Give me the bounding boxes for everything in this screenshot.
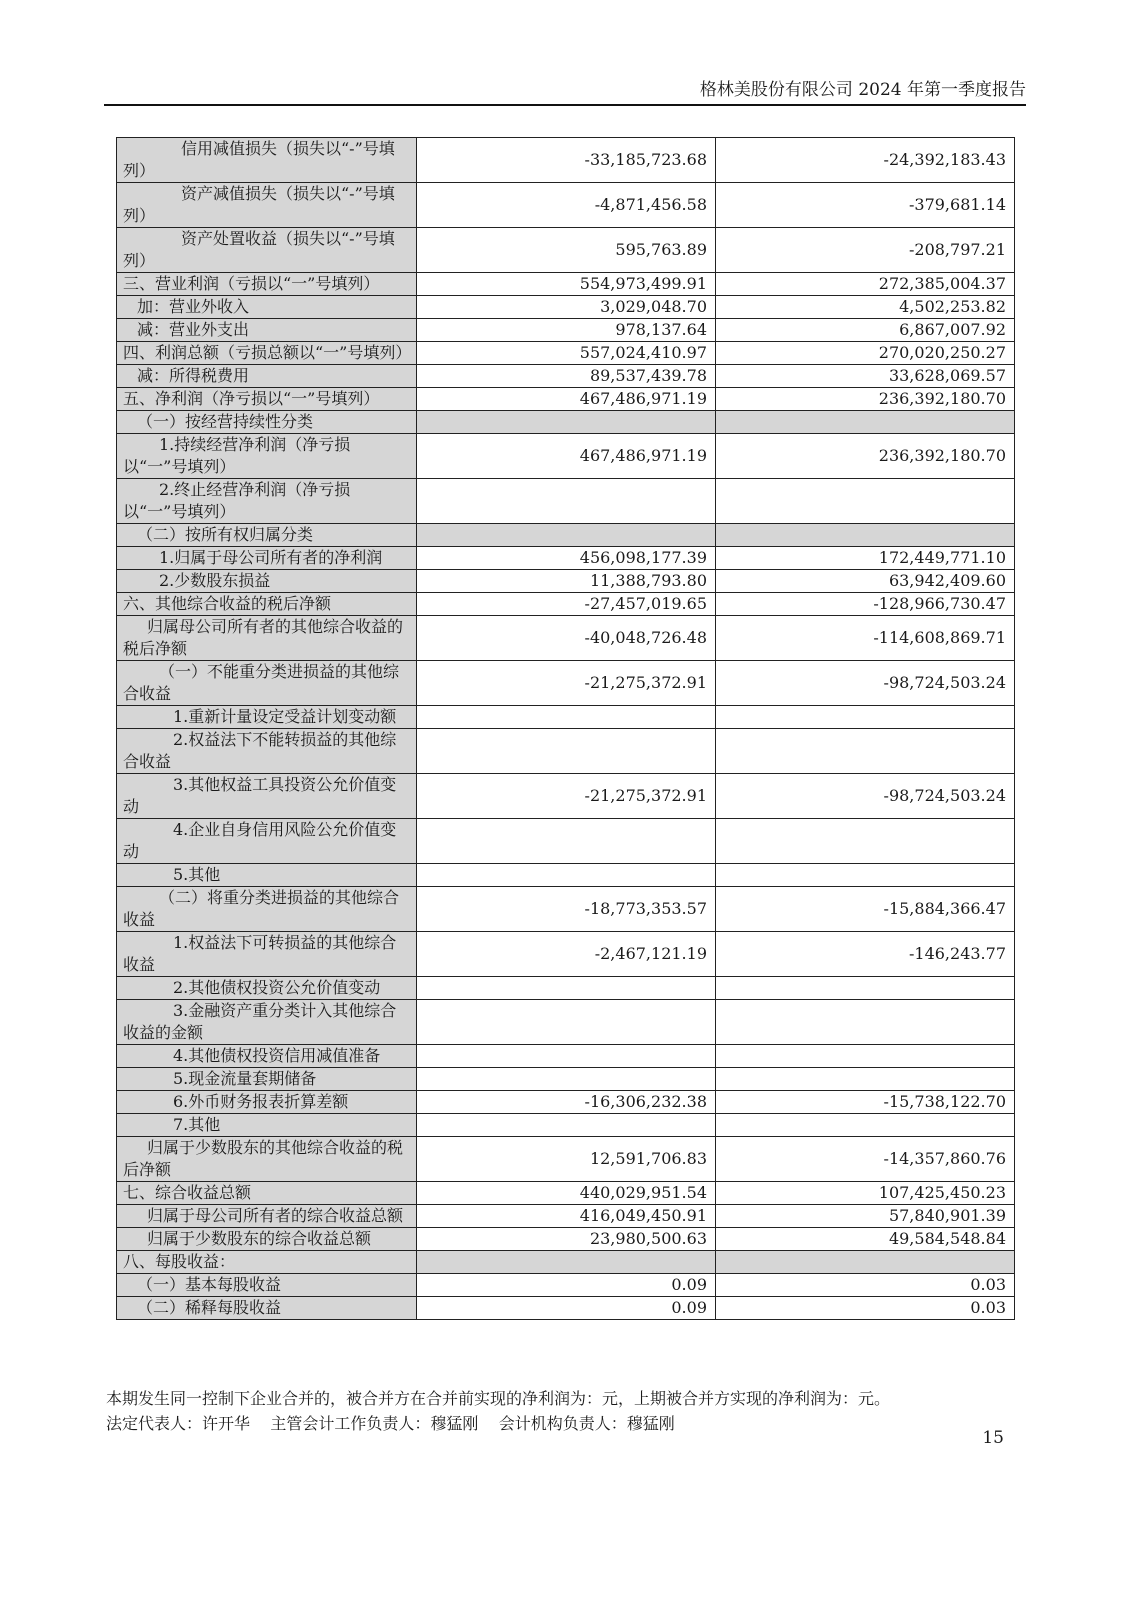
- row-label: 归属于少数股东的综合收益总额: [117, 1228, 417, 1251]
- prior-period-value: -146,243.77: [716, 932, 1015, 977]
- current-period-value: [417, 1114, 716, 1137]
- prior-period-value: [716, 1068, 1015, 1091]
- row-label: 7.其他: [117, 1114, 417, 1137]
- prior-period-value: 0.03: [716, 1297, 1015, 1320]
- row-label: 减：营业外支出: [117, 319, 417, 342]
- prior-period-value: 4,502,253.82: [716, 296, 1015, 319]
- current-period-value: [417, 729, 716, 774]
- prior-period-value: 172,449,771.10: [716, 547, 1015, 570]
- row-label: 2.权益法下不能转损益的其他综合收益: [117, 729, 417, 774]
- row-label: （二）按所有权归属分类: [117, 524, 417, 547]
- row-label: 六、其他综合收益的税后净额: [117, 593, 417, 616]
- row-label: 6.外币财务报表折算差额: [117, 1091, 417, 1114]
- row-label: 4.其他债权投资信用减值准备: [117, 1045, 417, 1068]
- table-row: [117, 729, 1015, 774]
- row-label: 减：所得税费用: [117, 365, 417, 388]
- prior-period-value: 270,020,250.27: [716, 342, 1015, 365]
- row-label: （一）不能重分类进损益的其他综合收益: [117, 661, 417, 706]
- prior-period-value: [716, 1251, 1015, 1274]
- footer-notes: [106, 1386, 1026, 1436]
- table-row: [117, 774, 1015, 819]
- row-label: 归属于少数股东的其他综合收益的税后净额: [117, 1137, 417, 1182]
- prior-period-value: -15,738,122.70: [716, 1091, 1015, 1114]
- row-label: 加：营业外收入: [117, 296, 417, 319]
- current-period-value: 440,029,951.54: [417, 1182, 716, 1205]
- table-row: [117, 1205, 1015, 1228]
- table-row: [117, 932, 1015, 977]
- current-period-value: 89,537,439.78: [417, 365, 716, 388]
- current-period-value: [417, 819, 716, 864]
- current-period-value: [417, 524, 716, 547]
- table-row: [117, 183, 1015, 228]
- prior-period-value: 236,392,180.70: [716, 434, 1015, 479]
- table-row: [117, 706, 1015, 729]
- current-period-value: [417, 977, 716, 1000]
- header-divider: [104, 104, 1026, 106]
- table-row: [117, 228, 1015, 273]
- table-row: [117, 434, 1015, 479]
- row-label: 资产减值损失（损失以“-”号填列）: [117, 183, 417, 228]
- prior-period-value: 49,584,548.84: [716, 1228, 1015, 1251]
- table-row: [117, 864, 1015, 887]
- prior-period-value: [716, 819, 1015, 864]
- table-row: [117, 1274, 1015, 1297]
- table-row: [117, 977, 1015, 1000]
- prior-period-value: [716, 1000, 1015, 1045]
- report-header: 格林美股份有限公司 2024 年第一季度报告: [699, 80, 1026, 100]
- current-period-value: [417, 1068, 716, 1091]
- current-period-value: -18,773,353.57: [417, 887, 716, 932]
- table-row: [117, 388, 1015, 411]
- prior-period-value: -379,681.14: [716, 183, 1015, 228]
- row-label: 七、综合收益总额: [117, 1182, 417, 1205]
- row-label: （一）按经营持续性分类: [117, 411, 417, 434]
- prior-period-value: -14,357,860.76: [716, 1137, 1015, 1182]
- table-row: [117, 1137, 1015, 1182]
- current-period-value: [417, 1045, 716, 1068]
- row-label: 八、每股收益：: [117, 1251, 417, 1274]
- prior-period-value: 0.03: [716, 1274, 1015, 1297]
- current-period-value: 456,098,177.39: [417, 547, 716, 570]
- prior-period-value: 57,840,901.39: [716, 1205, 1015, 1228]
- current-period-value: [417, 411, 716, 434]
- row-label: 2.终止经营净利润（净亏损以“一”号填列）: [117, 479, 417, 524]
- current-period-value: -16,306,232.38: [417, 1091, 716, 1114]
- prior-period-value: 6,867,007.92: [716, 319, 1015, 342]
- table-row: [117, 1228, 1015, 1251]
- table-row: [117, 524, 1015, 547]
- prior-period-value: [716, 411, 1015, 434]
- table-row: [117, 1182, 1015, 1205]
- table-row: [117, 411, 1015, 434]
- table-row: [117, 1045, 1015, 1068]
- current-period-value: -33,185,723.68: [417, 138, 716, 183]
- page-number: 15: [982, 1428, 1004, 1448]
- income-statement-table: [116, 137, 1015, 1320]
- table-row: [117, 616, 1015, 661]
- current-period-value: 467,486,971.19: [417, 388, 716, 411]
- table-row: [117, 1251, 1015, 1274]
- table-row: [117, 547, 1015, 570]
- prior-period-value: 33,628,069.57: [716, 365, 1015, 388]
- table-row: [117, 138, 1015, 183]
- table-row: [117, 365, 1015, 388]
- row-label: （二）将重分类进损益的其他综合收益: [117, 887, 417, 932]
- table-row: [117, 1000, 1015, 1045]
- row-label: 1.权益法下可转损益的其他综合收益: [117, 932, 417, 977]
- prior-period-value: [716, 1045, 1015, 1068]
- current-period-value: 12,591,706.83: [417, 1137, 716, 1182]
- prior-period-value: -98,724,503.24: [716, 774, 1015, 819]
- current-period-value: -40,048,726.48: [417, 616, 716, 661]
- prior-period-value: -128,966,730.47: [716, 593, 1015, 616]
- current-period-value: 416,049,450.91: [417, 1205, 716, 1228]
- row-label: 5.现金流量套期储备: [117, 1068, 417, 1091]
- current-period-value: 3,029,048.70: [417, 296, 716, 319]
- current-period-value: 0.09: [417, 1274, 716, 1297]
- prior-period-value: [716, 729, 1015, 774]
- current-period-value: [417, 706, 716, 729]
- prior-period-value: -15,884,366.47: [716, 887, 1015, 932]
- row-label: 1.重新计量设定受益计划变动额: [117, 706, 417, 729]
- table-row: [117, 570, 1015, 593]
- row-label: 3.金融资产重分类计入其他综合收益的金额: [117, 1000, 417, 1045]
- row-label: 信用减值损失（损失以“-”号填列）: [117, 138, 417, 183]
- current-period-value: 554,973,499.91: [417, 273, 716, 296]
- current-period-value: 467,486,971.19: [417, 434, 716, 479]
- table-row: [117, 296, 1015, 319]
- prior-period-value: [716, 479, 1015, 524]
- table-row: [117, 1068, 1015, 1091]
- table-row: [117, 887, 1015, 932]
- prior-period-value: -98,724,503.24: [716, 661, 1015, 706]
- current-period-value: 23,980,500.63: [417, 1228, 716, 1251]
- prior-period-value: -24,392,183.43: [716, 138, 1015, 183]
- current-period-value: [417, 479, 716, 524]
- current-period-value: 11,388,793.80: [417, 570, 716, 593]
- row-label: 3.其他权益工具投资公允价值变动: [117, 774, 417, 819]
- table-row: [117, 319, 1015, 342]
- row-label: （二）稀释每股收益: [117, 1297, 417, 1320]
- prior-period-value: [716, 864, 1015, 887]
- merger-note: 本期发生同一控制下企业合并的，被合并方在合并前实现的净利润为：元，上期被合并方实现的净利润为：元。: [106, 1389, 891, 1408]
- row-label: 五、净利润（净亏损以“一”号填列）: [117, 388, 417, 411]
- current-period-value: -4,871,456.58: [417, 183, 716, 228]
- row-label: （一）基本每股收益: [117, 1274, 417, 1297]
- row-label: 4.企业自身信用风险公允价值变动: [117, 819, 417, 864]
- row-label: 2.其他债权投资公允价值变动: [117, 977, 417, 1000]
- prior-period-value: -114,608,869.71: [716, 616, 1015, 661]
- row-label: 归属于母公司所有者的综合收益总额: [117, 1205, 417, 1228]
- table-row: [117, 479, 1015, 524]
- current-period-value: 0.09: [417, 1297, 716, 1320]
- current-period-value: 978,137.64: [417, 319, 716, 342]
- row-label: 1.持续经营净利润（净亏损以“一”号填列）: [117, 434, 417, 479]
- table-row: [117, 593, 1015, 616]
- table-row: [117, 819, 1015, 864]
- row-label: 1.归属于母公司所有者的净利润: [117, 547, 417, 570]
- current-period-value: -21,275,372.91: [417, 774, 716, 819]
- table-row: [117, 1297, 1015, 1320]
- table-row: [117, 1091, 1015, 1114]
- prior-period-value: [716, 706, 1015, 729]
- current-period-value: [417, 864, 716, 887]
- table-row: [117, 661, 1015, 706]
- current-period-value: 595,763.89: [417, 228, 716, 273]
- row-label: 5.其他: [117, 864, 417, 887]
- prior-period-value: [716, 977, 1015, 1000]
- current-period-value: -27,457,019.65: [417, 593, 716, 616]
- table-row: [117, 342, 1015, 365]
- prior-period-value: 236,392,180.70: [716, 388, 1015, 411]
- current-period-value: -2,467,121.19: [417, 932, 716, 977]
- row-label: 三、营业利润（亏损以“一”号填列）: [117, 273, 417, 296]
- signatories-line: 法定代表人：许开华 主管会计工作负责人：穆猛刚 会计机构负责人：穆猛刚: [106, 1414, 675, 1433]
- row-label: 2.少数股东损益: [117, 570, 417, 593]
- table-row: [117, 1114, 1015, 1137]
- table-row: [117, 273, 1015, 296]
- current-period-value: 557,024,410.97: [417, 342, 716, 365]
- prior-period-value: 272,385,004.37: [716, 273, 1015, 296]
- prior-period-value: 107,425,450.23: [716, 1182, 1015, 1205]
- row-label: 资产处置收益（损失以“-”号填列）: [117, 228, 417, 273]
- prior-period-value: [716, 524, 1015, 547]
- prior-period-value: [716, 1114, 1015, 1137]
- current-period-value: [417, 1000, 716, 1045]
- row-label: 归属母公司所有者的其他综合收益的税后净额: [117, 616, 417, 661]
- prior-period-value: 63,942,409.60: [716, 570, 1015, 593]
- prior-period-value: -208,797.21: [716, 228, 1015, 273]
- current-period-value: [417, 1251, 716, 1274]
- row-label: 四、利润总额（亏损总额以“一”号填列）: [117, 342, 417, 365]
- current-period-value: -21,275,372.91: [417, 661, 716, 706]
